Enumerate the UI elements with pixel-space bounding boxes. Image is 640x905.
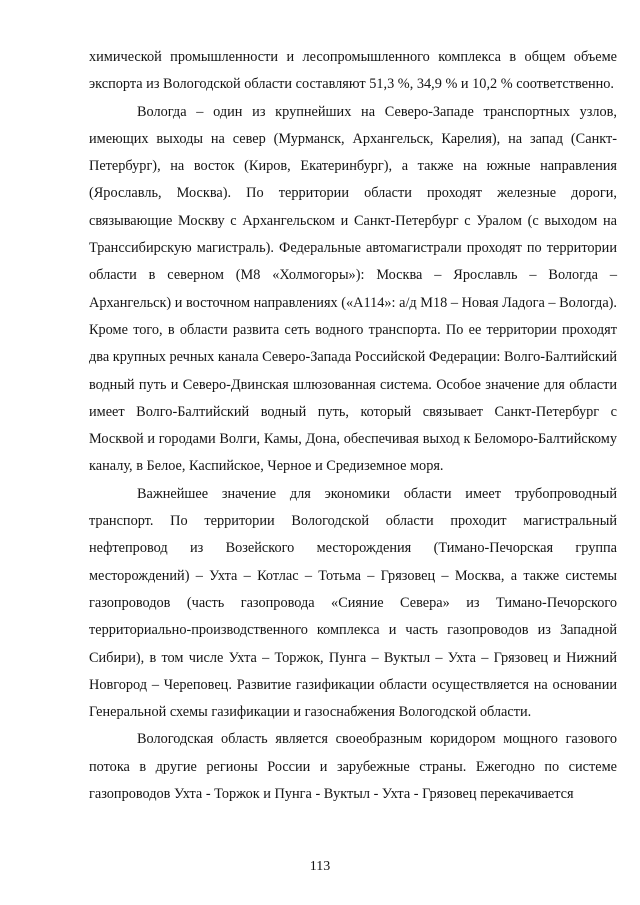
- paragraph-continuation: химической промышленности и лесопромышленного комплекса в общем объеме экспорта из Вологодской области составляют 51,3 %, 34,9 % и 10,2 % соответственно.: [89, 49, 617, 93]
- page-number: 113: [309, 859, 331, 874]
- body-text: [89, 44, 617, 808]
- paragraph-pipeline-transport: Важнейшее значение для экономики области имеет трубопроводный транспорт. По территории Вологодской области проходит магистральный нефтепровод из Возейского месторождения (Тимано-Печорская группа месторождений) – Ухта – Котлас – Тотьма – Грязовец – Москва, а также системы газопроводов (часть газопровода «Сияние Севера» из Тимано-Печорского территориально-производственного комплекса и часть газопроводов из Западной Сибири), в том числе Ухта – Торжок, Пунга – Вуктыл – Ухта – Грязовец и Нижний Новгород – Череповец. Развитие газификации области осуществляется на основании Генеральной схемы газификации и газоснабжения Вологодской области.: [89, 485, 617, 721]
- paragraph-gas-corridor: Вологодская область является своеобразным коридором мощного газового потока в другие регионы России и зарубежные страны. Ежегодно по системе газопроводов Ухта - Торжок и Пунга - Вуктыл - Ухта - Грязовец перекачивается: [89, 731, 617, 803]
- paragraph-transport-hub: Вологда – один из крупнейших на Северо-Западе транспортных узлов, имеющих выходы на север (Мурманск, Архангельск, Карелия), на запад (Санкт-Петербург), на восток (Киров, Екатеринбург), а также на южные направления (Ярославль, Москва). По территории области проходят железные дороги, связывающие Москву с Архангельском и Санкт-Петербург с Уралом (с выходом на Транссибирскую магистраль). Федеральные автомагистрали проходят по территории области в северном (М8 «Холмогоры»): Москва – Ярославль – Вологда – Архангельск) и восточном направлениях («А114»: а/д М18 – Новая Ладога – Вологда). Кроме того, в области развита сеть водного транспорта. По ее территории проходят два крупных речных канала Северо-Запада Российской Федерации: Волго-Балтийский водный путь и Северо-Двинская шлюзованная система. Особое значение для области имеет Волго-Балтийский водный путь, который связывает Санкт-Петербург с Москвой и городами Волги, Камы, Дона, обеспечивая выход к Беломоро-Балтийскому каналу, в Белое, Каспийское, Черное и Средиземное моря.: [89, 103, 617, 475]
